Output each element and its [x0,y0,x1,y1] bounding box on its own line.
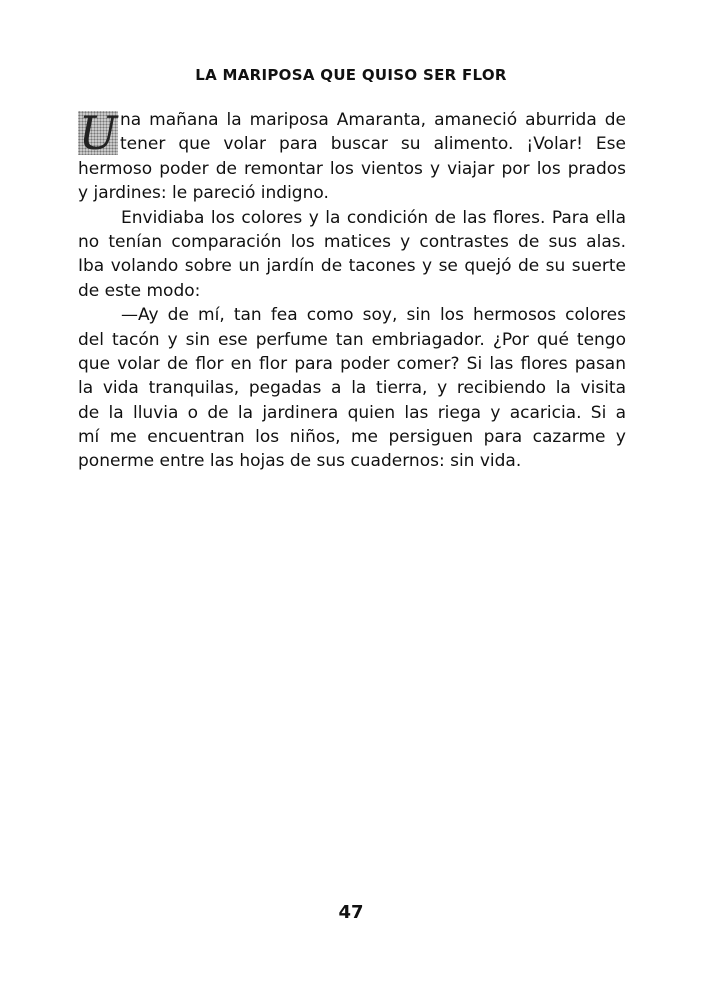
text-line: hermoso poder de remontar los vientos y viajar por los prados [78,158,626,179]
text-line: —Ay de mí, tan fea como soy, sin los hermosos colores [121,305,626,326]
text-line: no tenían comparación los matices y contrastes de sus alas. [78,231,626,252]
text-line: de este modo: [78,280,201,301]
page-number: 47 [338,902,364,923]
text-line: de la lluvia o de la jardinera quien las riega y acaricia. Si a [78,402,626,423]
text-line: del tacón y sin ese perfume tan embriagador. ¿Por qué tengo [78,329,626,350]
text-line: y jardines: le pareció indigno. [78,183,329,204]
story-text [78,108,626,474]
text-line: tener que volar para buscar su alimento. ¡Volar! Ese [120,134,626,155]
text-line: la vida tranquilas, pegadas a la tierra, y recibiendo la visita [78,378,626,399]
text-line: Envidiaba los colores y la condición de las flores. Para ella [121,207,626,228]
text-line: que volar de flor en flor para poder comer? Si las flores pasan [78,353,626,374]
drop-cap-letter: U [78,106,118,160]
story-title: LA MARIPOSA QUE QUISO SER FLOR [195,66,507,84]
text-line: Iba volando sobre un jardín de tacones y se quejó de su suerte [78,256,626,277]
text-line: mí me encuentran los niños, me persiguen para cazarme y [78,427,626,448]
text-line: na mañana la mariposa Amaranta, amaneció aburrida de [120,110,626,130]
text-line: ponerme entre las hojas de sus cuadernos: sin vida. [78,451,522,472]
